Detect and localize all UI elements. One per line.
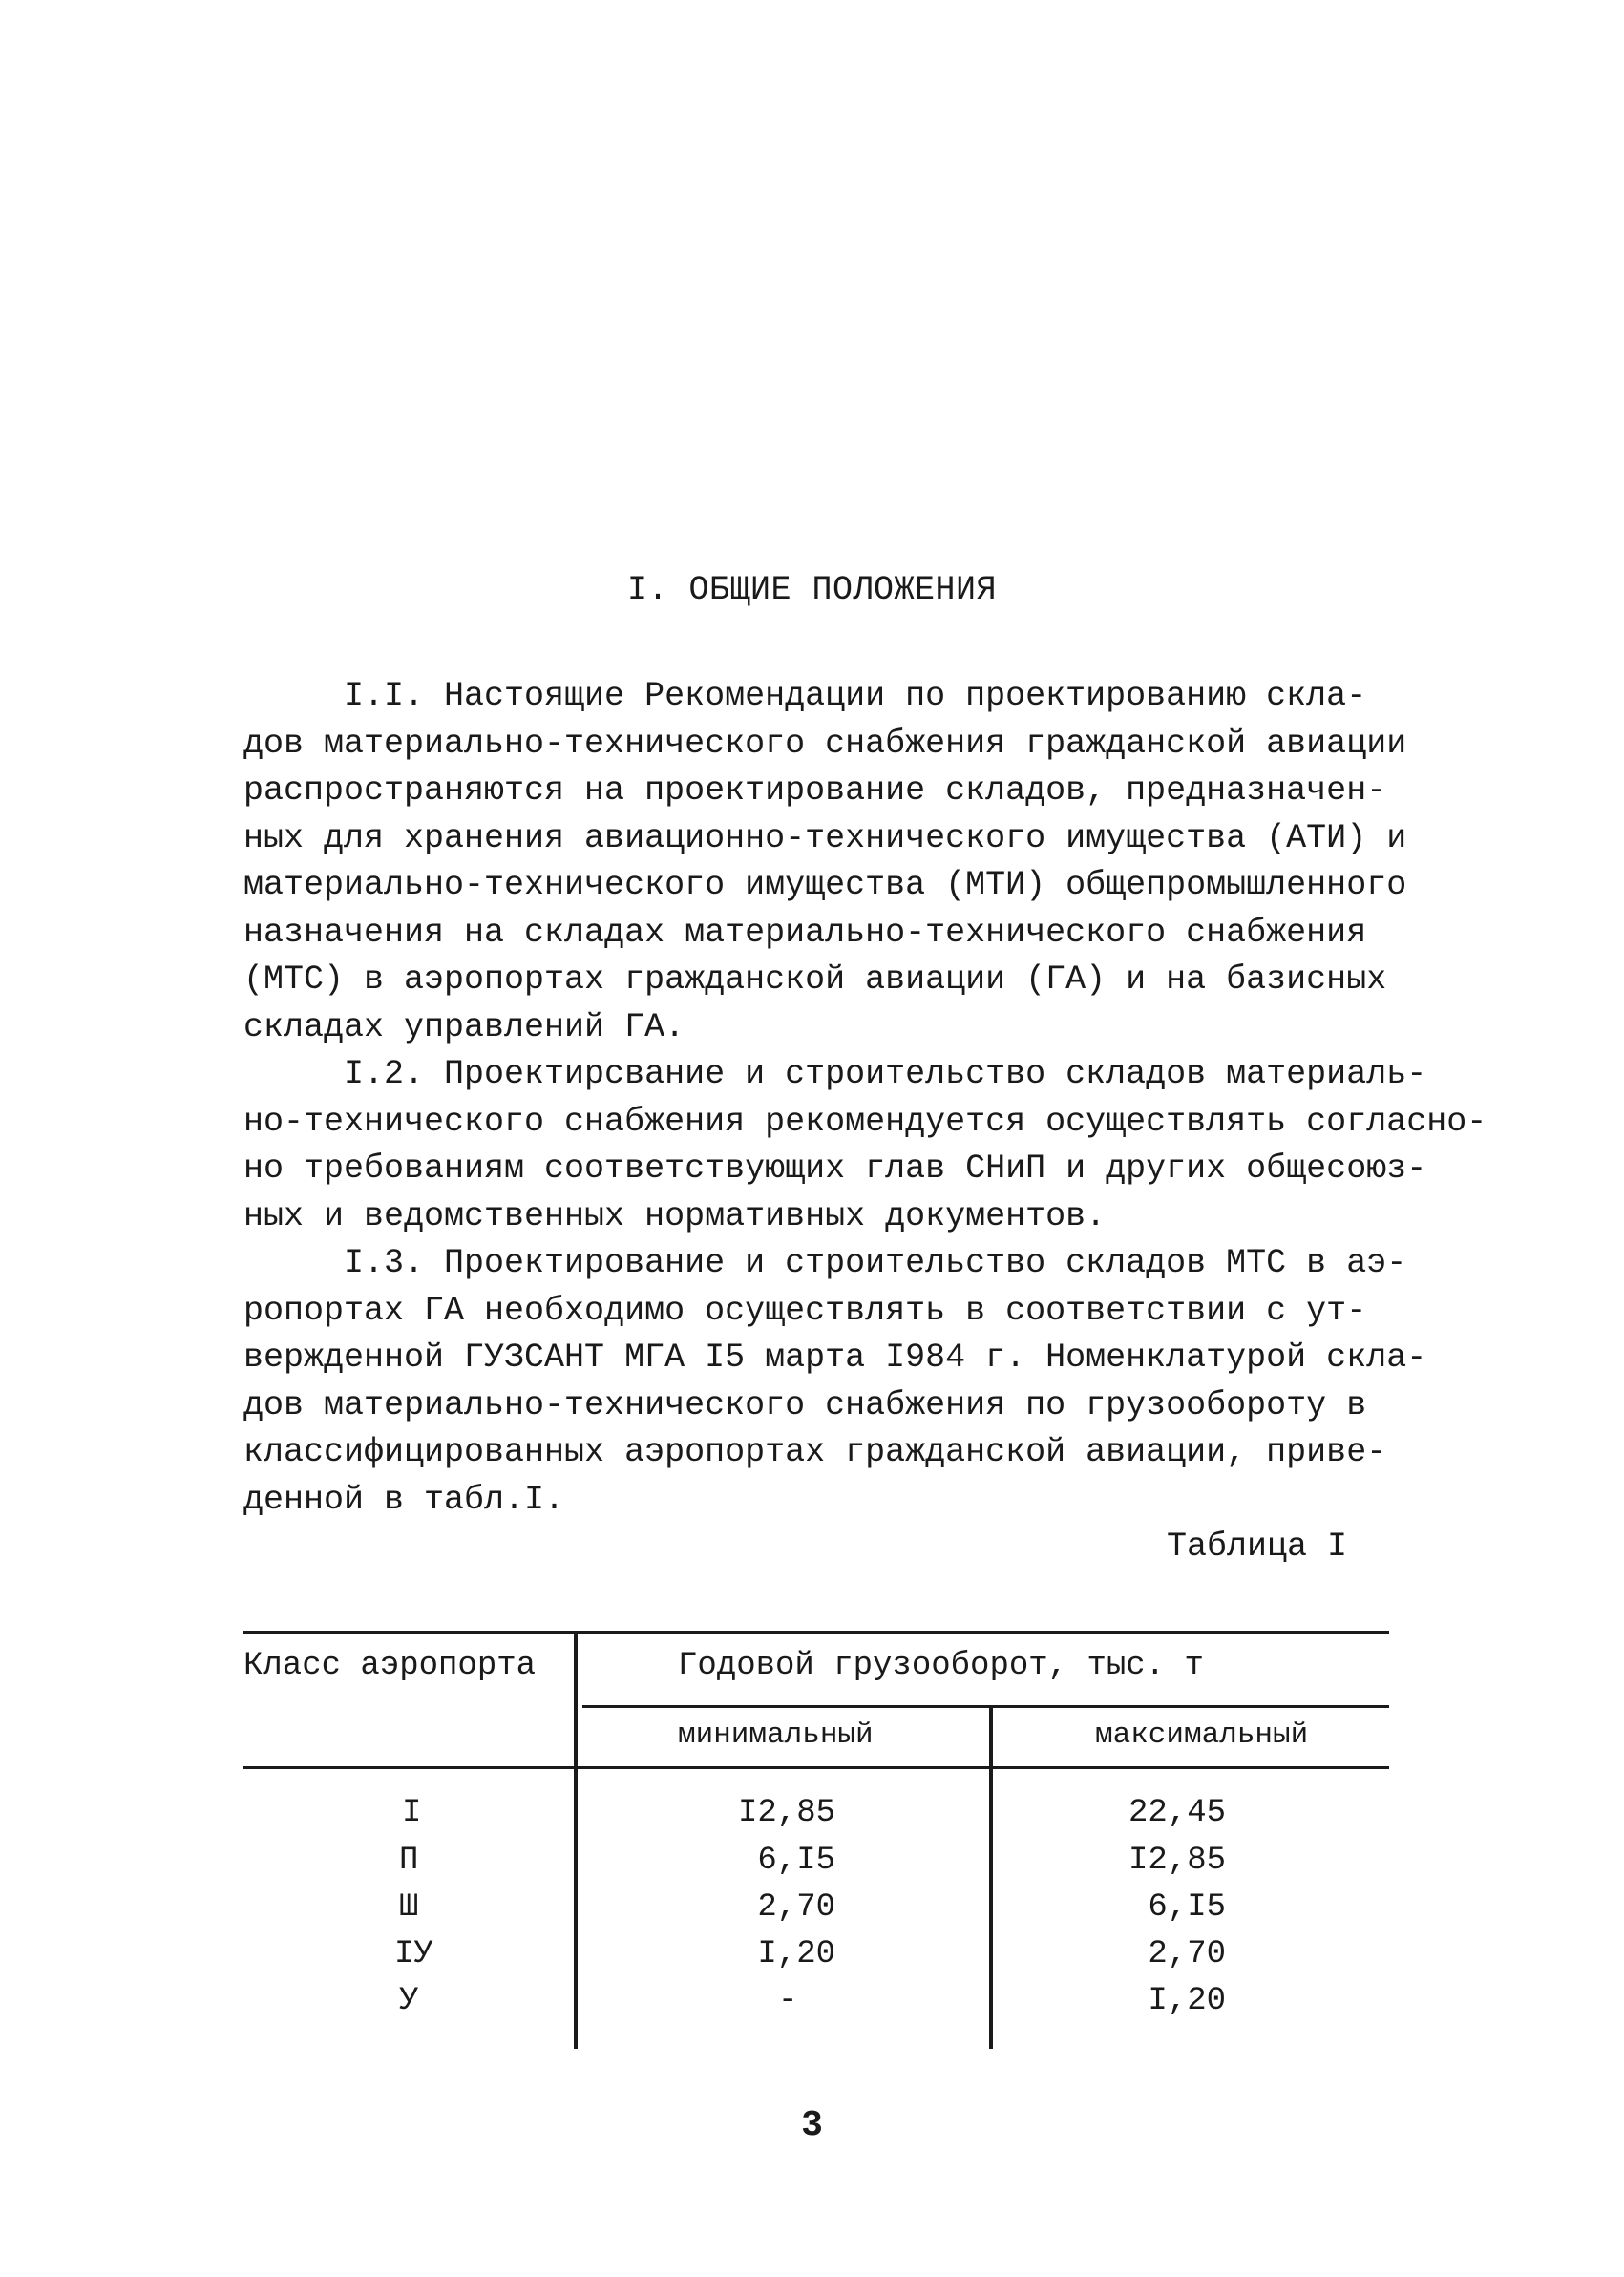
paragraph-1-1 (243, 673, 1423, 1051)
text-line: распространяются на проектирование складов, предназначен- (243, 771, 1387, 810)
header-max: максимальный (1095, 1718, 1309, 1752)
text-line: I.2. Проектирсвание и строительство складов материаль- (243, 1055, 1427, 1093)
row-class: У (399, 1983, 419, 2019)
cargo-table (243, 1631, 1389, 2051)
text-line: (МТС) в аэропортах гражданской авиации (ГА) и на базисных (243, 960, 1387, 999)
header-min: минимальный (678, 1718, 874, 1752)
text-line: материально-технического имущества (МТИ) общепромышленного (243, 866, 1407, 904)
table-top-rule (243, 1631, 1389, 1634)
text-line: ных и ведомственных нормативных документов. (243, 1196, 1107, 1235)
body-text (243, 673, 1487, 1524)
row-min: I,20 (738, 1936, 836, 1972)
paragraph-1-2 (243, 1051, 1487, 1240)
text-line: I.3. Проектирование и строительство складов МТС в аэ- (243, 1244, 1407, 1282)
text-line: назначения на складах материально-технического снабжения (243, 913, 1367, 952)
text-line: классифицированных аэропортах гражданской авиации, приве- (243, 1433, 1387, 1471)
row-max: 6,I5 (1128, 1889, 1227, 1926)
section-title: I. ОБЩИЕ ПОЛОЖЕНИЯ (626, 571, 998, 609)
row-min: I2,85 (738, 1795, 836, 1831)
row-min: 6,I5 (738, 1843, 836, 1879)
text-line: но-технического снабжения рекомендуется осуществлять согласно- (243, 1102, 1487, 1141)
text-line: дов материально-технического снабжения по грузообороту в (243, 1385, 1367, 1424)
column-divider-2 (989, 1707, 993, 2049)
header-sub-rule (582, 1705, 1389, 1708)
row-max: 22,45 (1128, 1795, 1227, 1831)
table-caption: Таблица I (1166, 1528, 1347, 1566)
text-line: дов материально-технического снабжения гражданской авиации (243, 724, 1407, 763)
row-class: I (402, 1795, 422, 1831)
text-line: вержденной ГУЗСАНТ МГА I5 марта I984 г. Номенклатурой скла- (243, 1339, 1427, 1377)
text-line: складах управлений ГА. (243, 1007, 685, 1046)
header-annual-cargo: Годовой грузооборот, тыс. т (678, 1648, 1204, 1684)
row-min: - (778, 1983, 798, 2019)
row-min: 2,70 (738, 1889, 836, 1926)
paragraph-1-3 (243, 1240, 1427, 1524)
row-max: 2,70 (1128, 1936, 1227, 1972)
text-line: но требованиям соответствующих глав СНиП и других общесоюз- (243, 1149, 1427, 1188)
text-line: ропортах ГА необходимо осуществлять в соответствии с ут- (243, 1291, 1367, 1330)
text-line: денной в табл.I. (243, 1480, 565, 1519)
row-max: I2,85 (1128, 1843, 1227, 1879)
header-airport-class: Класс аэропорта (243, 1648, 537, 1684)
row-max: I,20 (1128, 1983, 1227, 2019)
text-line: ных для хранения авиационно-технического имущества (АТИ) и (243, 818, 1407, 857)
row-class: IУ (394, 1936, 433, 1972)
row-class: П (399, 1843, 419, 1879)
text-line: I.I. Настоящие Рекомендации по проектированию скла- (243, 677, 1367, 715)
header-bottom-rule (243, 1766, 1389, 1769)
page-number: 3 (801, 2105, 823, 2146)
row-class: Ш (399, 1889, 419, 1926)
column-divider-1 (574, 1634, 578, 2049)
